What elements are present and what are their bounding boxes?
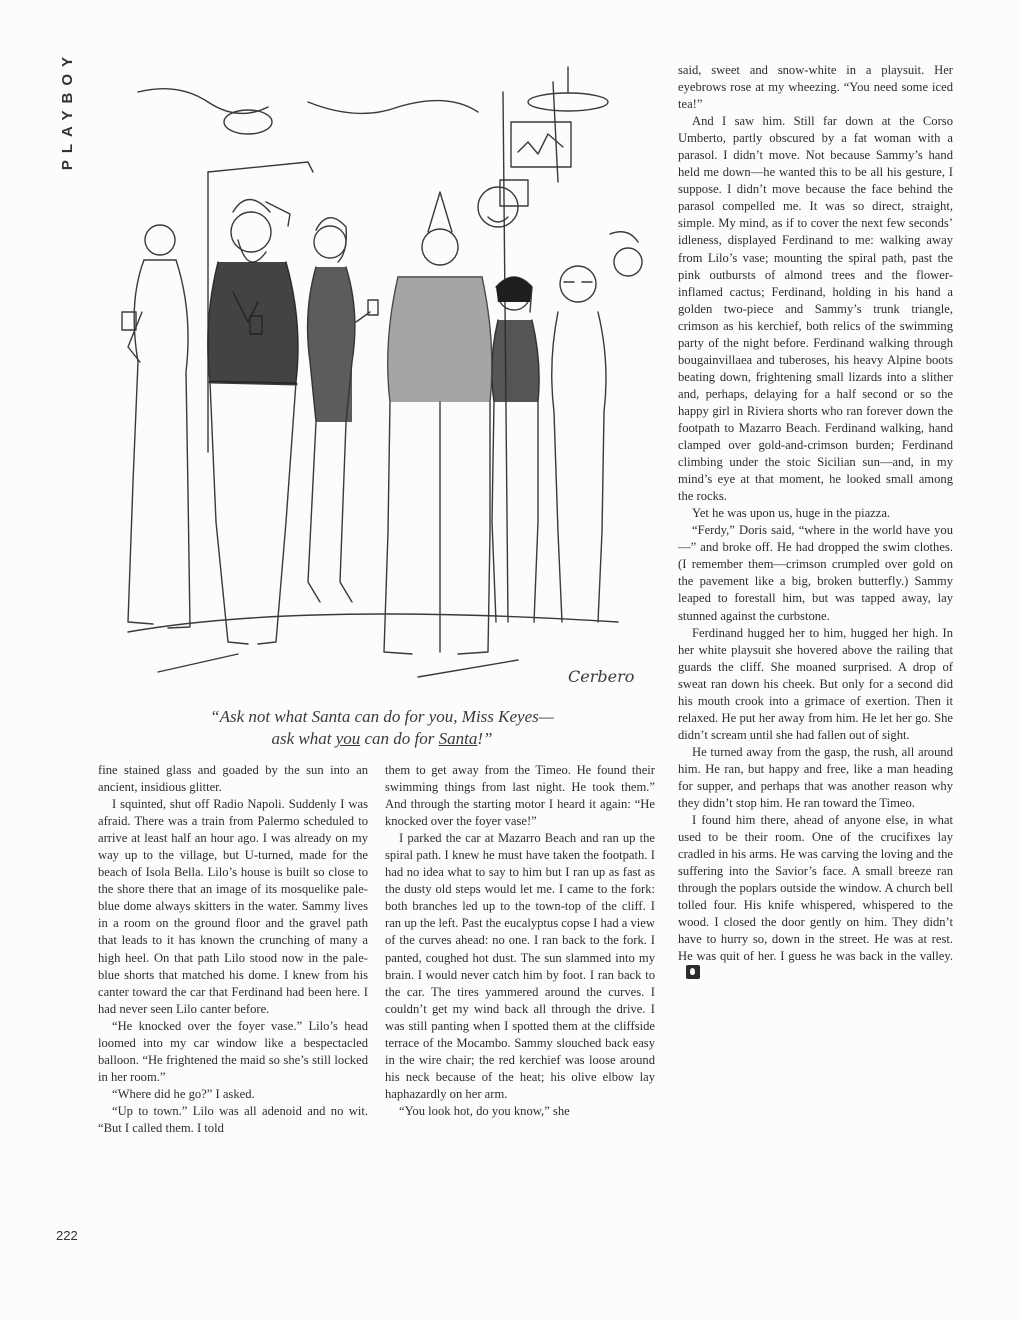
final-paragraph-text: I found him there, ahead of anyone else, in what used to be their room. One of the crucifixes lay cradled in his arms. He was carving the loving and the suffering into the Savior’s face. A small breeze ran through the poplars outside the window. A church bell tolled four. His knife whispered, whispered to the wood. I closed the door gently on him. They didn’t have to hurry so, down in the street. He was at rest. He was quit of her. I guess he was back in the valley. bbox=[678, 813, 953, 964]
caption-line-2a: ask what bbox=[271, 729, 336, 748]
masthead-text: PLAYBOY bbox=[58, 50, 76, 171]
caption-emphasis-you: you bbox=[335, 729, 361, 748]
paragraph: “Up to town.” Lilo was all adenoid and no wit. “But I called them. I told bbox=[98, 1103, 368, 1135]
cartoon-drawing bbox=[98, 62, 666, 702]
rabbit-head-end-icon bbox=[686, 965, 700, 979]
paragraph: “Ferdy,” Doris said, “where in the world have you—” and broke off. He had dropped the swim clothes. (I remember them—crimson crumpled over gold on the pavement like a big, broken butterfly.) Sammy leaped to forestall him, but was tapped away, lay stunned against the curbstone. bbox=[678, 523, 953, 623]
paragraph: Yet he was upon us, huge in the piazza. bbox=[692, 506, 891, 521]
text-column-3 bbox=[678, 62, 953, 983]
paragraph: “You look hot, do you know,” she bbox=[399, 1103, 570, 1118]
paragraph: said, sweet and snow-white in a playsuit. Her eyebrows rose at my wheezing. “You need some iced tea!” bbox=[678, 63, 953, 112]
caption-emphasis-santa: Santa bbox=[438, 729, 478, 748]
paragraph: “He knocked over the foyer vase.” Lilo’s head loomed into my car window like a bespectacled balloon. “He frightened the maid so she’s still locked in her room.” bbox=[98, 1018, 368, 1084]
paragraph: Ferdinand hugged her to him, hugged her high. In her white playsuit she hovered above the railing that guards the cliff. She moaned surprised. A drop of sweat ran down his cheek. But only for a second did his mouth crook into a grimace of exertion. Then it relaxed. He put her away from him. He let her go. She didn’t scream until she had fallen out of sight. bbox=[678, 625, 953, 742]
paragraph: “Where did he go?” I asked. bbox=[112, 1086, 255, 1101]
text-column-1 bbox=[98, 762, 368, 1137]
caption-line-1: “Ask not what Santa can do for you, Miss Keyes— bbox=[210, 707, 554, 726]
magazine-masthead bbox=[56, 50, 78, 220]
paragraph: He turned away from the gasp, the rush, all around him. He ran, but happy and free, like a man heading for supper, and perhaps that was another reason why they didn’t stop him. He ran toward the Timeo. bbox=[678, 744, 953, 811]
cartoon-signature: Cerbero bbox=[568, 667, 635, 686]
paragraph: I squinted, shut off Radio Napoli. Suddenly I was afraid. There was a train from Palermo scheduled to arrive at least half an hour ago. I was already on my way up to the village, but U-turned, made for the beach of Isola Bella. Lilo’s house is built so close to the shore there that an image of its mosquelike pale-blue dome always skitters in the water. Sammy lives in a room on the ground floor and the gravel path that leads to it has known the crunching of many a high heel. On that path Lilo stood now in the pale-blue shorts that matched his dome. I knew from his canter toward the car that Ferdinand had been here. I had never seen Lilo canter before. bbox=[98, 797, 368, 1016]
paragraph-final bbox=[678, 812, 953, 982]
caption-line-2b: can do for bbox=[360, 729, 439, 748]
page-number: 222 bbox=[56, 1228, 78, 1243]
paragraph: fine stained glass and goaded by the sun into an ancient, insidious glitter. bbox=[98, 763, 368, 795]
cartoon-illustration bbox=[98, 62, 666, 702]
paragraph: I parked the car at Mazarro Beach and ran up the spiral path. I knew he must have taken the footpath. I had no idea what to say to him but I ran up as fast as the dusty old steps would let me. I came to the fork: both branches led up to the town-top of the cliff. I ran up the left. Past the eucalyptus copse I had a view of the curves ahead: no one. I ran back to the fork. I panted, coughed hot dust. The sun slammed into my brain. I would never catch him by foot. I ran back to the car. The tires yammered around the curves. I couldn’t get my wind back all through the drive. I was still panting when I spotted them at the cliffside terrace of the Mocambo. Sammy slouched back easy in the wire chair; the red kerchief was loose around his neck because of the heat; his olive elbow lay haphazardly on her arm. bbox=[385, 831, 655, 1101]
paragraph: them to get away from the Timeo. He found their swimming things from last night. He took them.” And through the starting motor I heard it again: “He knocked over the foyer vase!” bbox=[385, 763, 655, 829]
cartoon-caption bbox=[98, 706, 666, 750]
caption-line-2c: !” bbox=[477, 729, 493, 748]
text-column-2 bbox=[385, 762, 655, 1120]
paragraph: And I saw him. Still far down at the Corso Umberto, partly obscured by a fat woman with a parasol. I didn’t move. Not because Sammy’s hand held me down—he wanted this to be all his gesture, I suppose. I didn’t move because the face behind the parasol compelled me. It was so direct, straight, simple. My mind, as if to cover the next few seconds’ idleness, displayed Ferdinand to me: walking away from Lilo’s vase; mounting the spiral path, past the pink outbursts of almond trees and the flower-inflamed cactus; Ferdinand, holding in his hand a golden two-piece and Sammy’s trunk triangle, crimson as his kerchief, both relics of the swimming party of the night before. Ferdinand walking through bougainvillaea and tuberoses, his heavy Alpine boots beating down, frightening small lizards into a slither and, perhaps, delaying for a half second or so the happy girl in Riviera shorts who ran forever down the footpath to Mazarro Beach. Ferdinand walking, hand clamped over gold-and-crimson burden; Ferdinand climbing under the stoic Sicilian sun—and, in my mind’s eye at that moment, he looked small among the rocks. bbox=[678, 114, 953, 504]
